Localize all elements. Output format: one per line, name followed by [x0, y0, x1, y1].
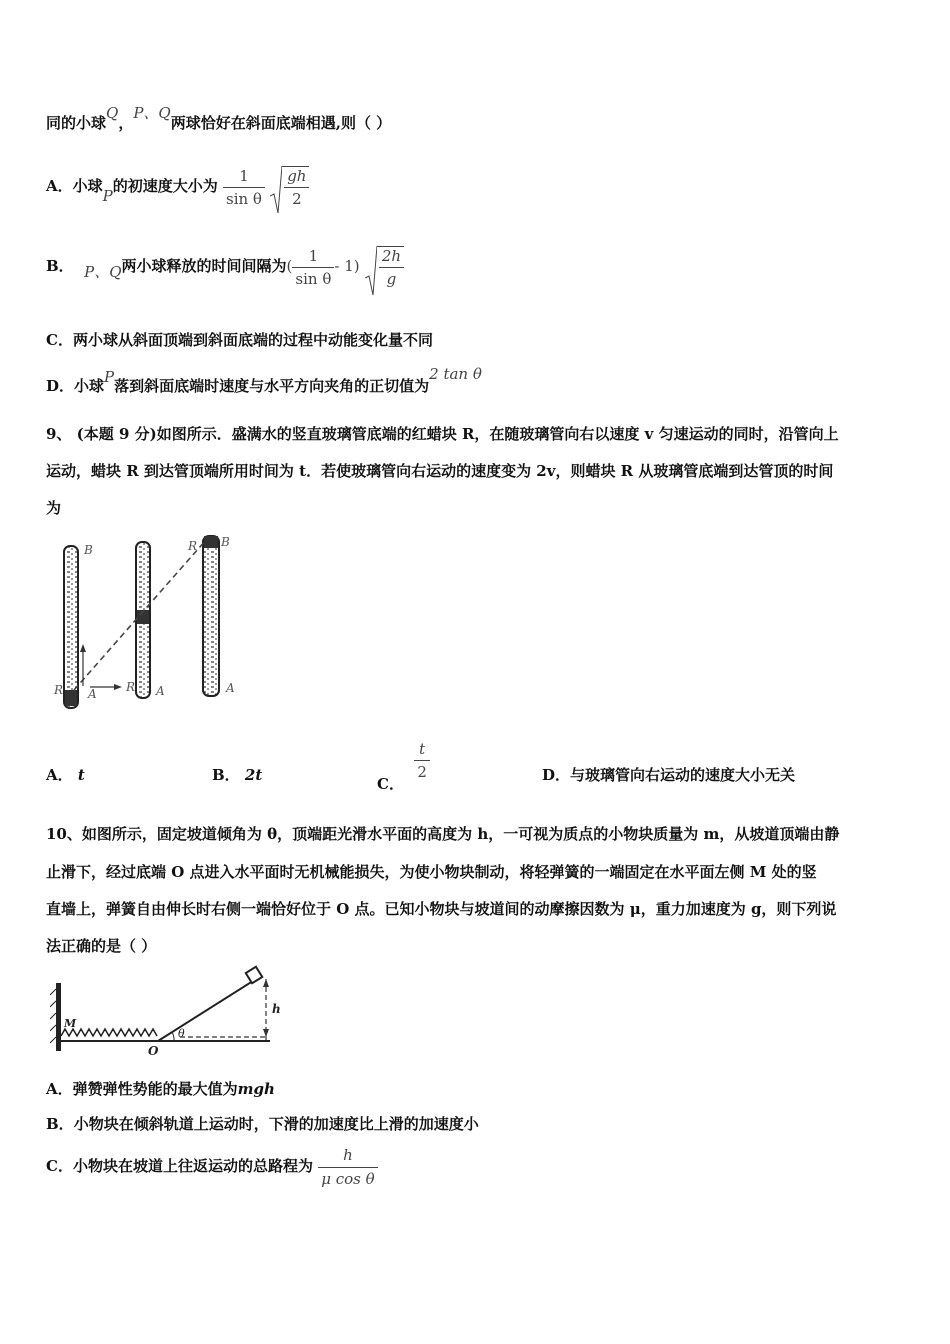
- q10-slope-figure: [50, 965, 290, 1060]
- q10-option-b: B．小物块在倾斜轨道上运动时，下滑的加速度比上滑的加速度小: [46, 1115, 479, 1133]
- svg-text:B: B: [221, 535, 230, 549]
- q8-a-sqrt: $\frac{gh}{2}$: [270, 166, 309, 208]
- svg-text:O: O: [148, 1044, 159, 1058]
- svg-text:A: A: [156, 684, 165, 698]
- q10-option-c: C．小物块在坡道上往返运动的总路程为 $\frac{h}{\text{μ cos θ}}$: [46, 1146, 378, 1188]
- q9-line-1: 9、 (本题 9 分)如图所示．盛满水的竖直玻璃管底端的红蜡块 R，在随玻璃管向右以速度 v 匀速运动的同时，沿管向上: [46, 425, 839, 443]
- q8-option-c: C．两小球从斜面顶端到斜面底端的过程中动能变化量不同: [46, 331, 433, 349]
- tube-3: [203, 536, 219, 696]
- q9-line-2: 运动，蜡块 R 到达管顶端所用时间为 t．若使玻璃管向右运动的速度变为 2v，则蜡块 R 从玻璃管底端到达管顶的时间: [46, 462, 834, 480]
- tube-1: [64, 546, 78, 708]
- q10-line-1: 10、如图所示，固定坡道倾角为 θ，顶端距光滑水平面的高度为 h，一可视为质点的小物块质量为 m，从坡道顶端由静: [46, 825, 840, 843]
- q9-tube-figure: [50, 530, 250, 715]
- q10-line-3: 直墙上，弹簧自由伸长时右侧一端恰好位于 O 点。已知小物块与坡道间的动摩擦因数为 μ，重力加速度为 g，则下列说: [46, 900, 837, 918]
- svg-text:θ: θ: [178, 1027, 185, 1040]
- svg-text:M: M: [64, 1017, 77, 1030]
- slope-line: [158, 979, 256, 1041]
- q9-option-d: D．与玻璃管向右运动的速度大小无关: [542, 766, 796, 784]
- q9-option-b: B． 2t: [212, 766, 263, 784]
- svg-text:R: R: [126, 680, 136, 694]
- block: [246, 967, 263, 984]
- q8-option-a: A．小球P的初速度大小为 $\frac{1}{\text{sin θ}}$ $\frac{gh}{2}$: [46, 166, 309, 208]
- svg-text:B: B: [84, 543, 93, 557]
- svg-text:A: A: [88, 687, 97, 701]
- svg-text:R: R: [54, 683, 64, 697]
- spring: [61, 1029, 157, 1036]
- tube-2: [136, 542, 150, 698]
- q9-option-a: A． t: [46, 766, 85, 784]
- q8-intro: 同的小球Q，P、Q两球恰好在斜面底端相遇,则（ ）: [46, 104, 392, 132]
- q10-line-4: 法正确的是（ ）: [46, 937, 157, 955]
- q10-line-2: 止滑下，经过底端 O 点进入水平面时无机械能损失，为使小物块制动，将轻弹簧的一端固定在水平面左侧 M 处的竖: [46, 863, 817, 881]
- q8-option-b: B． P、Q两小球释放的时间间隔为( $\frac{1}{\text{sin θ}}$ - 1) $\frac{2h}{g}$: [46, 246, 404, 288]
- q8-option-d: D．小球P落到斜面底端时速度与水平方向夹角的正切值为2 tan θ: [46, 365, 482, 395]
- q10-c-fraction: $\frac{h}{\text{μ cos θ}}$: [318, 1146, 377, 1188]
- svg-text:A: A: [226, 681, 235, 695]
- q8-a-fraction: $\frac{1}{\text{sin θ}}$: [223, 167, 265, 208]
- q8-b-fraction: $\frac{1}{\text{sin θ}}$: [292, 247, 334, 288]
- q9-line-3: 为: [46, 499, 62, 517]
- q10-option-a: A．弹赞弹性势能的最大值为mgh: [46, 1080, 275, 1098]
- q8-b-sqrt: $\frac{2h}{g}$: [365, 246, 404, 288]
- svg-text:R: R: [188, 539, 198, 553]
- q9-option-c: C． $\frac{t}{2}$: [377, 740, 430, 781]
- svg-text:h: h: [272, 1002, 281, 1016]
